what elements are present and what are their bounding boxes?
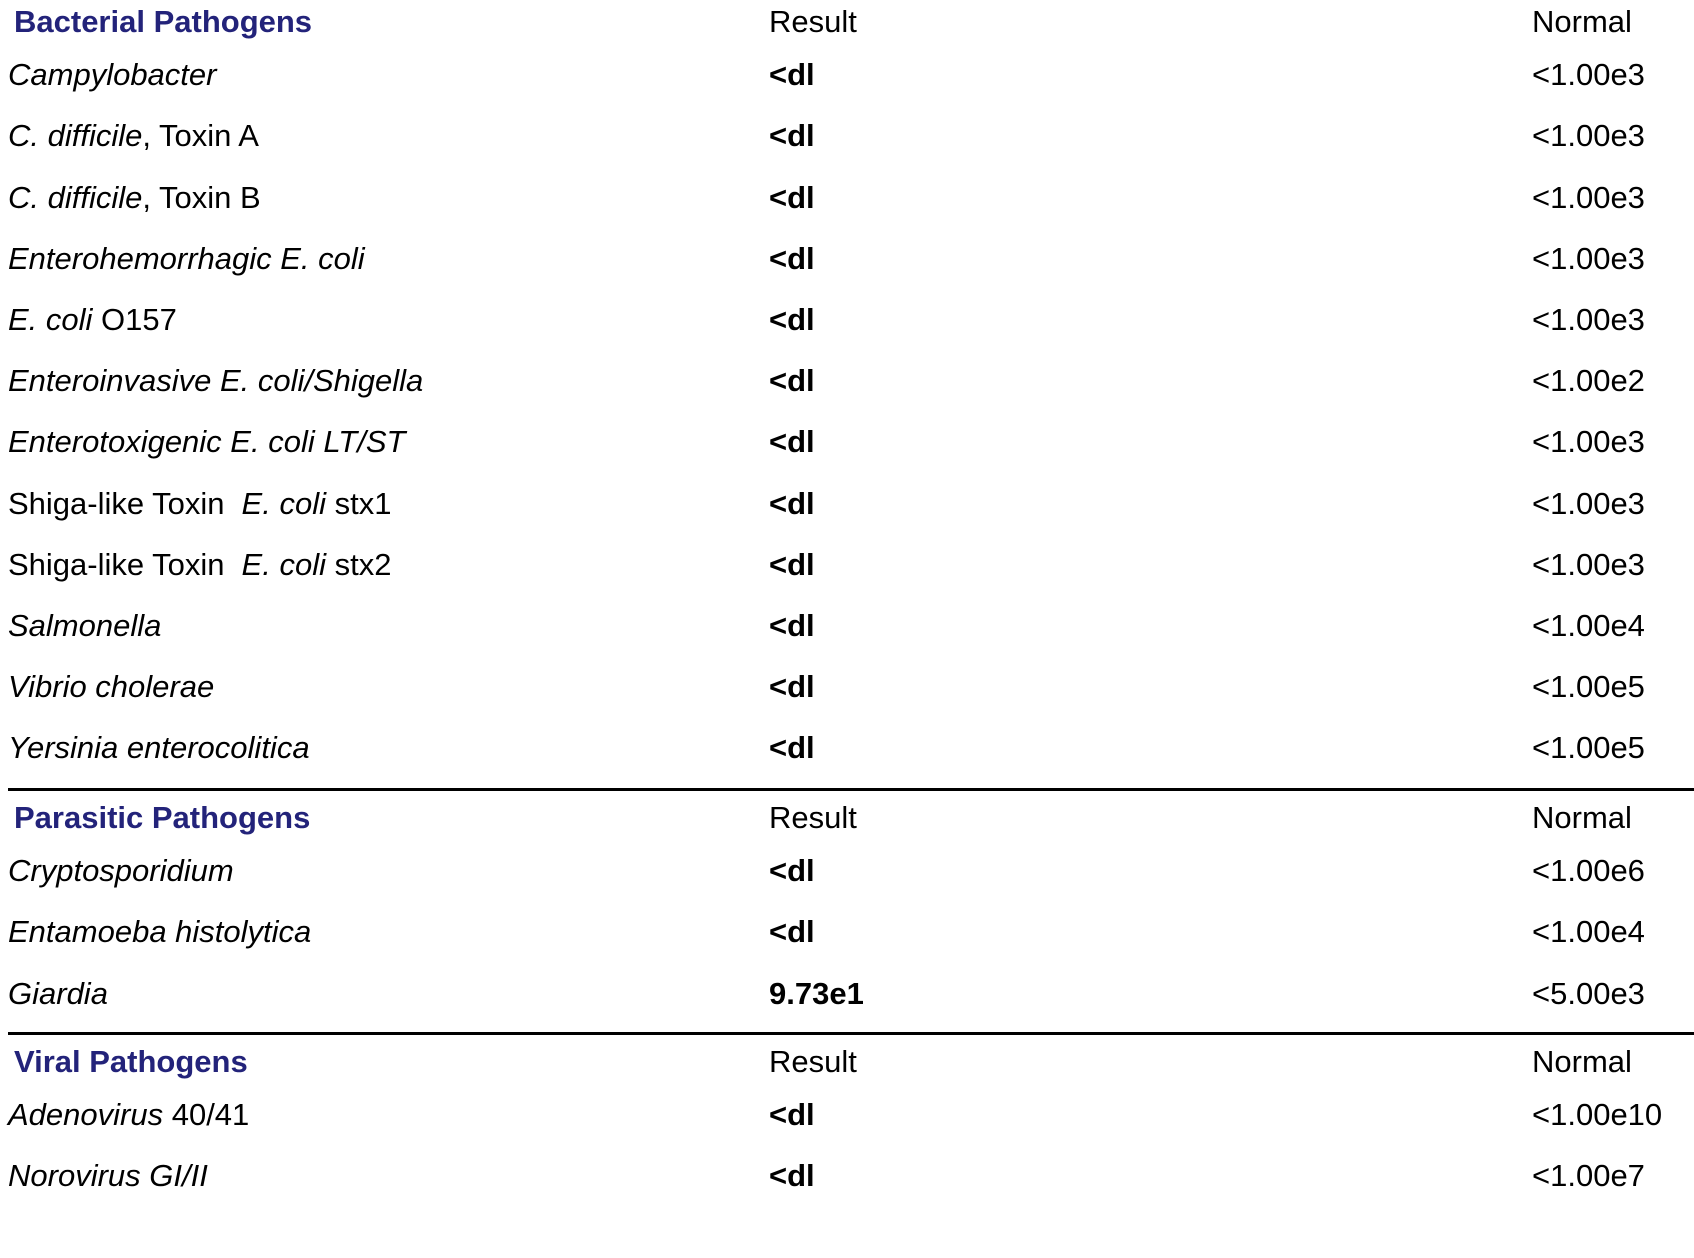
result-value: <dl <box>769 730 815 766</box>
pathogen-name-italic: Norovirus GI/II <box>8 1158 208 1194</box>
pathogen-name <box>8 972 108 1016</box>
result-value: <dl <box>769 1158 815 1194</box>
pathogen-name-suffix: , Toxin A <box>142 118 259 154</box>
result-value: <dl <box>769 853 815 889</box>
pathogen-name-italic: Adenovirus <box>8 1097 164 1133</box>
result-value: <dl <box>769 424 815 460</box>
pathogen-name-suffix: 40/41 <box>163 1097 250 1133</box>
table-row <box>0 176 1694 220</box>
table-row <box>0 910 1694 954</box>
table-row <box>0 849 1694 893</box>
result-value: <dl <box>769 363 815 399</box>
pathogen-name-italic: Giardia <box>8 975 108 1011</box>
pathogen-name-prefix: Shiga-like Toxin <box>8 546 225 582</box>
normal-range: <1.00e3 <box>1532 302 1645 337</box>
pathogen-name <box>8 604 161 648</box>
table-row <box>0 604 1694 648</box>
normal-range: <1.00e3 <box>1532 424 1645 460</box>
result-value: <dl <box>769 485 815 521</box>
normal-range: <1.00e5 <box>1532 669 1645 705</box>
pathogen-name-suffix: , Toxin B <box>142 179 261 215</box>
pathogen-name-prefix: Shiga-like Toxin <box>8 485 225 521</box>
normal-column-header: Normal <box>1532 4 1632 39</box>
table-row <box>0 1154 1694 1198</box>
normal-range: <1.00e3 <box>1532 485 1645 521</box>
section-divider <box>8 788 1694 791</box>
pathogen-name <box>8 849 234 893</box>
pathogen-name <box>8 359 423 403</box>
pathogen-name-italic: Salmonella <box>8 608 162 643</box>
pathogen-name <box>8 665 214 709</box>
result-value: <dl <box>769 240 815 276</box>
result-column-header: Result <box>769 800 857 835</box>
pathogen-name-italic: Cryptosporidium <box>8 853 234 889</box>
table-row <box>0 482 1694 526</box>
section-header-row <box>0 0 1694 44</box>
table-row <box>0 359 1694 403</box>
result-value: 9.73e1 <box>769 975 864 1011</box>
section-header-row <box>0 1040 1694 1084</box>
normal-range: <1.00e4 <box>1532 608 1645 643</box>
pathogen-name-italic: Enteroinvasive E. coli/Shigella <box>8 363 424 399</box>
result-value: <dl <box>769 608 815 643</box>
pathogen-name-italic: Entamoeba histolytica <box>8 914 312 950</box>
pathogen-name <box>8 1154 208 1198</box>
normal-range: <1.00e3 <box>1532 240 1645 276</box>
normal-column-header: Normal <box>1532 1044 1632 1079</box>
pathogen-name <box>8 1093 249 1137</box>
normal-column-header: Normal <box>1532 800 1632 835</box>
result-column-header: Result <box>769 1044 857 1079</box>
pathogen-name <box>8 910 311 954</box>
section-header-row <box>0 796 1694 840</box>
pathogen-name-italic: C. difficile <box>8 118 143 154</box>
table-row <box>0 420 1694 464</box>
table-row <box>0 543 1694 587</box>
normal-range: <1.00e10 <box>1532 1097 1663 1133</box>
result-value: <dl <box>769 546 815 582</box>
pathogen-name-italic: Vibrio cholerae <box>8 669 215 705</box>
section-title: Viral Pathogens <box>14 1044 248 1079</box>
pathogen-name <box>8 298 177 342</box>
result-value: <dl <box>769 118 815 154</box>
table-row <box>0 1093 1694 1137</box>
pathogen-name <box>8 543 391 587</box>
pathogen-name-italic: E. coli <box>241 546 326 582</box>
pathogen-name-suffix: stx1 <box>325 485 392 521</box>
pathogen-name-italic: Campylobacter <box>8 57 217 93</box>
pathogen-name-suffix: O157 <box>92 302 177 337</box>
pathogen-name-suffix: stx2 <box>325 546 392 582</box>
pathogen-name-italic: Enterotoxigenic E. coli LT/ST <box>8 424 406 460</box>
pathogen-name <box>8 726 310 770</box>
pathogen-name-italic: E. coli <box>8 302 93 337</box>
pathogen-name-italic: Enterohemorrhagic E. coli <box>8 240 365 276</box>
pathogen-name <box>8 420 405 464</box>
normal-range: <1.00e2 <box>1532 363 1645 399</box>
result-column-header: Result <box>769 4 857 39</box>
result-value: <dl <box>769 914 815 950</box>
section-title: Bacterial Pathogens <box>14 4 313 39</box>
normal-range: <1.00e6 <box>1532 853 1645 889</box>
pathogen-name-italic: Yersinia enterocolitica <box>8 730 310 766</box>
section-divider <box>8 1032 1694 1035</box>
table-row <box>0 53 1694 97</box>
result-value: <dl <box>769 669 815 705</box>
normal-range: <1.00e3 <box>1532 179 1645 215</box>
normal-range: <1.00e7 <box>1532 1158 1645 1194</box>
normal-range: <1.00e3 <box>1532 57 1645 93</box>
result-value: <dl <box>769 1097 815 1133</box>
pathogen-name-italic: E. coli <box>241 485 326 521</box>
normal-range: <1.00e3 <box>1532 546 1645 582</box>
table-row <box>0 726 1694 770</box>
pathogen-name <box>8 176 261 220</box>
normal-range: <1.00e5 <box>1532 730 1645 766</box>
pathogen-name <box>8 53 216 97</box>
normal-range: <5.00e3 <box>1532 975 1645 1011</box>
pathogen-name <box>8 114 259 158</box>
section-title: Parasitic Pathogens <box>14 800 311 835</box>
table-row <box>0 665 1694 709</box>
table-row <box>0 237 1694 281</box>
normal-range: <1.00e3 <box>1532 118 1645 154</box>
table-row <box>0 298 1694 342</box>
pathogen-name <box>8 482 391 526</box>
normal-range: <1.00e4 <box>1532 914 1645 950</box>
pathogen-name-italic: C. difficile <box>8 179 143 215</box>
pathogen-name <box>8 237 365 281</box>
table-row <box>0 972 1694 1016</box>
result-value: <dl <box>769 57 815 93</box>
result-value: <dl <box>769 179 815 215</box>
table-row <box>0 114 1694 158</box>
result-value: <dl <box>769 302 815 337</box>
